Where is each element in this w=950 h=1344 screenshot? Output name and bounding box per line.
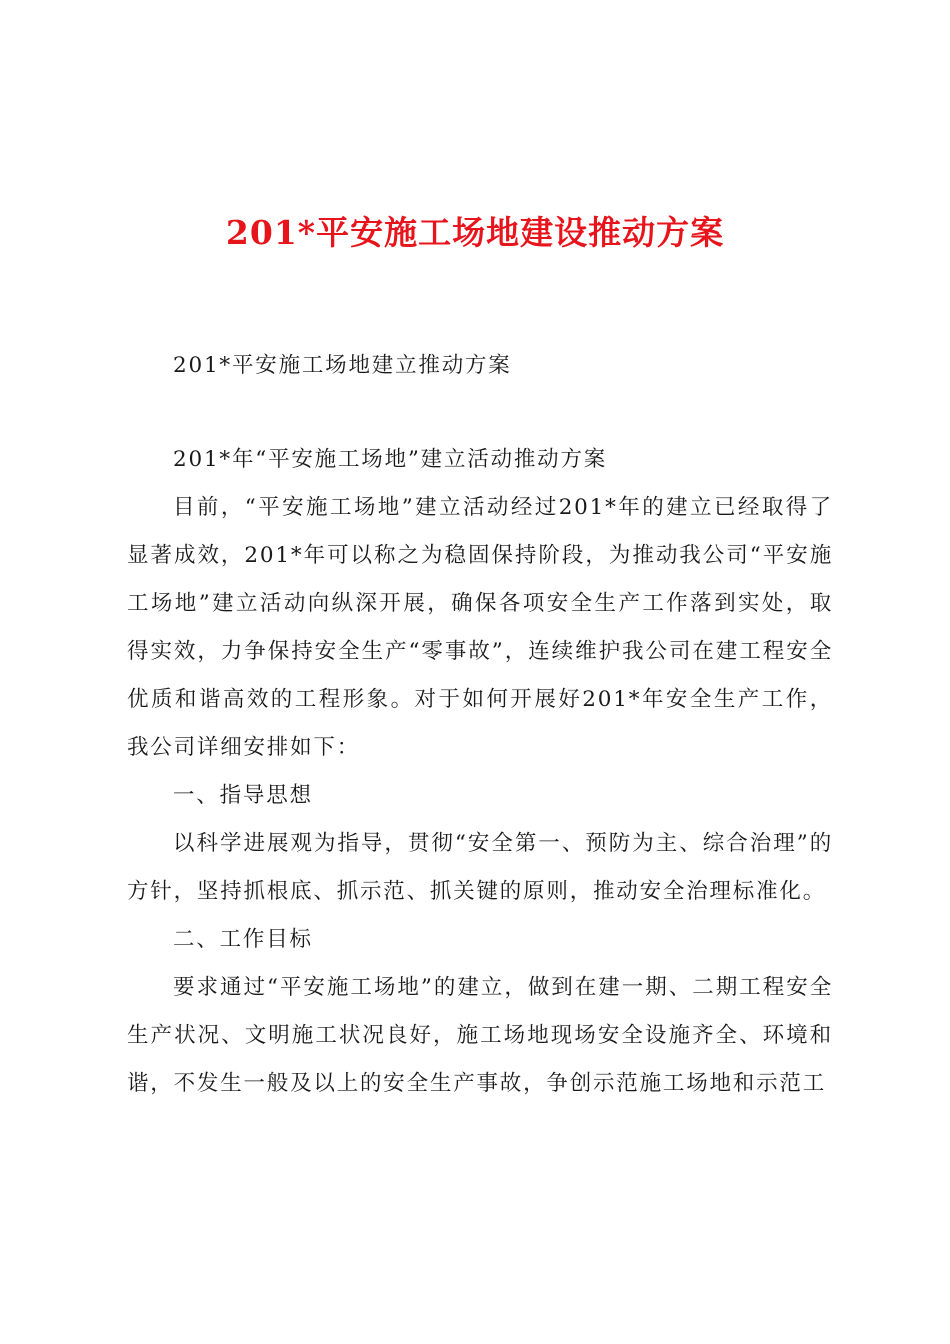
document-body <box>127 436 833 1108</box>
document-subtitle <box>127 342 833 390</box>
subtitle-paragraph: 201*平安施工场地建立推动方案 <box>173 353 512 378</box>
paragraph-plan-heading: 201*年“平安施工场地”建立活动推动方案 <box>173 447 608 472</box>
paragraph-guiding-thought: 以科学进展观为指导，贯彻“安全第一、预防为主、综合治理”的方针，坚持抓根底、抓示范、抓关键的原则，推动安全治理标准化。 <box>127 831 833 904</box>
section-heading-work-goals: 二、工作目标 <box>173 927 313 952</box>
section-heading-guiding-thought: 一、指导思想 <box>173 783 313 808</box>
paragraph-work-goals: 要求通过“平安施工场地”的建立，做到在建一期、二期工程安全生产状况、文明施工状况良好，施工场地现场安全设施齐全、环境和谐，不发生一般及以上的安全生产事故，争创示范施工场地和示范工 <box>127 975 833 1096</box>
paragraph-intro: 目前，“平安施工场地”建立活动经过201*年的建立已经取得了显著成效，201*年可以称之为稳固保持阶段，为推动我公司“平安施工场地”建立活动向纵深开展，确保各项安全生产工作落到实处，取得实效，力争保持安全生产“零事故”，连续维护我公司在建工程安全优质和谐高效的工程形象。对于如何开展好201*年安全生产工作，我公司详细安排如下： <box>127 495 833 760</box>
document-title: 201*平安施工场地建设推动方案 <box>225 213 725 252</box>
